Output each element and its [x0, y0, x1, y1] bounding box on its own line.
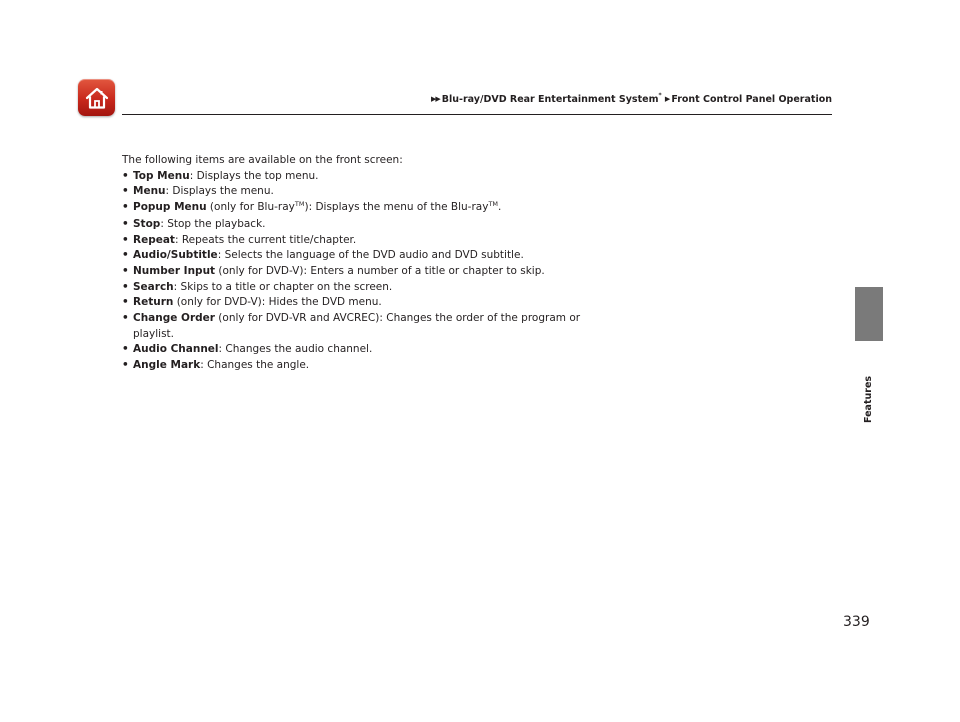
item-description: : Stop the playback.	[160, 217, 266, 230]
item-term: Stop	[133, 217, 161, 230]
item-description: : Displays the top menu.	[189, 169, 319, 182]
list-item	[122, 264, 582, 280]
option-mark: *	[658, 92, 662, 99]
page-body	[122, 153, 582, 374]
item-description: : Selects the language of the DVD audio and DVD subtitle.	[217, 249, 524, 262]
item-description: ): Displays the menu of the Blu-ray	[304, 201, 489, 214]
page-number: 339	[843, 614, 870, 630]
breadcrumb	[431, 93, 832, 105]
triangle-right-icon: ▶	[664, 95, 670, 104]
triangle-right-icon: ▶▶	[431, 95, 440, 104]
item-description: : Repeats the current title/chapter.	[174, 233, 357, 246]
item-term: Return	[133, 296, 174, 309]
list-item	[122, 200, 582, 217]
item-description: : Changes the audio channel.	[218, 343, 373, 356]
item-description: (only for Blu-ray	[206, 201, 295, 214]
breadcrumb-current-page: Front Control Panel Operation	[671, 94, 832, 106]
item-description: .	[498, 201, 502, 214]
header-divider	[122, 114, 832, 115]
item-description: (only for DVD-VR and AVCREC): Changes the order of the program or playlist.	[133, 312, 581, 340]
item-term: Repeat	[133, 233, 175, 246]
list-item	[122, 311, 582, 342]
item-description: : Skips to a title or chapter on the screen.	[173, 280, 393, 293]
list-item	[122, 280, 582, 296]
home-icon	[84, 86, 110, 110]
home-button[interactable]	[78, 79, 115, 116]
item-term: Popup Menu	[133, 201, 207, 214]
item-term: Search	[133, 280, 174, 293]
feature-list	[122, 169, 582, 374]
item-term: Number Input	[133, 264, 216, 277]
section-tab[interactable]	[855, 287, 883, 341]
list-item	[122, 358, 582, 374]
item-term: Angle Mark	[133, 359, 201, 372]
intro-text: The following items are available on the front screen:	[122, 154, 403, 166]
item-term: Audio Channel	[133, 343, 219, 356]
trademark-mark: TM	[488, 200, 499, 209]
item-term: Top Menu	[133, 169, 190, 182]
item-description: : Displays the menu.	[165, 185, 274, 198]
section-label-text: Features	[863, 375, 874, 423]
breadcrumb-link-section[interactable]: Blu-ray/DVD Rear Entertainment System	[441, 94, 659, 106]
item-description: : Changes the angle.	[200, 359, 310, 372]
item-description: (only for DVD-V): Enters a number of a title or chapter to skip.	[215, 264, 545, 277]
item-term: Change Order	[133, 312, 215, 325]
list-item	[122, 217, 582, 233]
list-item	[122, 184, 582, 200]
trademark-mark: TM	[294, 200, 305, 209]
list-item	[122, 295, 582, 311]
item-term: Menu	[133, 185, 166, 198]
list-item	[122, 169, 582, 185]
list-item	[122, 233, 582, 249]
item-term: Audio/Subtitle	[133, 249, 218, 262]
list-item	[122, 342, 582, 358]
item-description: (only for DVD-V): Hides the DVD menu.	[173, 296, 382, 309]
list-item	[122, 248, 582, 264]
